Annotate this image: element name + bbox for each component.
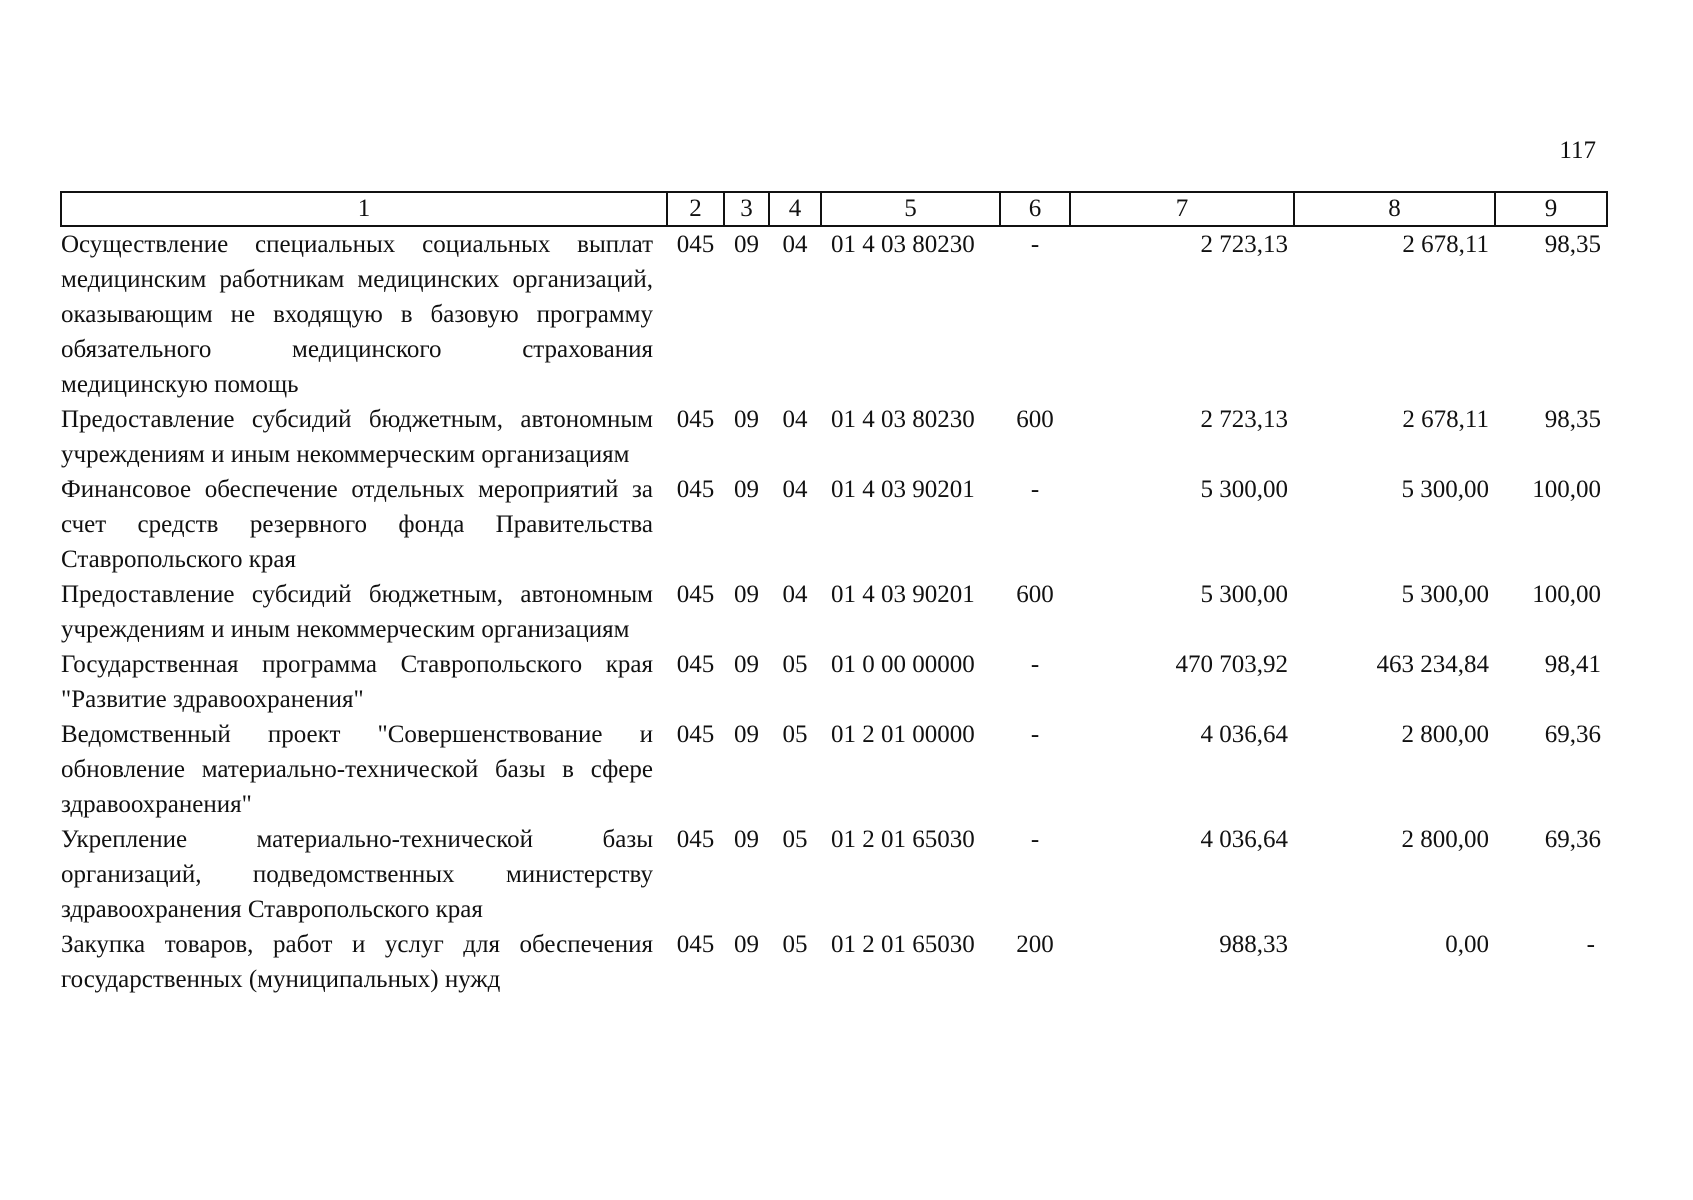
row-planned-amount: 4 036,64 xyxy=(1200,826,1288,853)
row-planned-amount: 2 723,13 xyxy=(1200,406,1288,433)
row-expense-type: - xyxy=(1030,476,1040,503)
row-ministry-code: 045 xyxy=(676,581,715,608)
table-row xyxy=(61,226,1607,402)
table-body xyxy=(61,226,1607,997)
column-header-7: 7 xyxy=(1070,192,1294,226)
row-actual-amount: 2 800,00 xyxy=(1401,826,1489,853)
row-percent: 98,41 xyxy=(1544,651,1601,678)
column-header-3: 3 xyxy=(724,192,769,226)
row-planned-amount: 5 300,00 xyxy=(1200,476,1288,503)
row-name: Финансовое обеспечение отдельных мероприятий за счет средств резервного фонда Правительства Ставропольского края xyxy=(61,476,653,573)
row-subsection-code: 05 xyxy=(782,826,808,853)
row-subsection-code: 05 xyxy=(782,931,808,958)
row-name: Осуществление специальных социальных выплат медицинским работникам медицинских организаций, оказывающим не входящую в базовую программу обязательного медицинского страхования медицинскую помощь xyxy=(61,231,653,398)
row-target-code: 01 2 01 00000 xyxy=(831,721,975,748)
header-row xyxy=(61,192,1607,226)
row-percent: 100,00 xyxy=(1532,581,1601,608)
row-ministry-code: 045 xyxy=(676,231,715,258)
row-actual-amount: 2 800,00 xyxy=(1401,721,1489,748)
page-number: 117 xyxy=(1559,137,1596,164)
row-section-code: 09 xyxy=(734,826,759,853)
row-name: Государственная программа Ставропольского края "Развитие здравоохранения" xyxy=(61,651,653,713)
row-subsection-code: 05 xyxy=(782,651,808,678)
table-row xyxy=(61,647,1607,717)
row-name: Ведомственный проект "Совершенствование и обновление материально-технической базы в сфере здравоохранения" xyxy=(61,721,653,818)
row-target-code: 01 2 01 65030 xyxy=(831,826,975,853)
row-section-code: 09 xyxy=(734,476,759,503)
column-header-1: 1 xyxy=(61,192,667,226)
table-header xyxy=(61,192,1607,226)
row-planned-amount: 2 723,13 xyxy=(1200,231,1288,258)
budget-table xyxy=(60,191,1608,997)
row-target-code: 01 4 03 80230 xyxy=(831,231,975,258)
row-planned-amount: 470 703,92 xyxy=(1175,651,1288,678)
row-target-code: 01 4 03 80230 xyxy=(831,406,975,433)
row-planned-amount: 4 036,64 xyxy=(1200,721,1288,748)
row-actual-amount: 0,00 xyxy=(1445,931,1489,958)
row-percent: 69,36 xyxy=(1544,826,1601,853)
table-row xyxy=(61,927,1607,997)
column-header-9: 9 xyxy=(1495,192,1607,226)
row-name: Закупка товаров, работ и услуг для обеспечения государственных (муниципальных) нужд xyxy=(61,931,653,993)
row-percent: 69,36 xyxy=(1544,721,1601,748)
row-section-code: 09 xyxy=(734,721,759,748)
row-actual-amount: 2 678,11 xyxy=(1402,406,1489,433)
row-subsection-code: 04 xyxy=(782,476,808,503)
column-header-2: 2 xyxy=(667,192,724,226)
row-percent: 98,35 xyxy=(1544,231,1601,258)
row-actual-amount: 5 300,00 xyxy=(1401,476,1489,503)
row-section-code: 09 xyxy=(734,406,759,433)
row-section-code: 09 xyxy=(734,931,759,958)
row-expense-type: - xyxy=(1030,231,1040,258)
row-expense-type: 200 xyxy=(1016,931,1054,958)
row-ministry-code: 045 xyxy=(676,721,715,748)
column-header-6: 6 xyxy=(1000,192,1070,226)
row-expense-type: 600 xyxy=(1016,581,1054,608)
table-row xyxy=(61,717,1607,822)
row-subsection-code: 05 xyxy=(782,721,808,748)
row-expense-type: - xyxy=(1030,826,1040,853)
row-subsection-code: 04 xyxy=(782,581,808,608)
column-header-8: 8 xyxy=(1294,192,1495,226)
row-actual-amount: 463 234,84 xyxy=(1376,651,1489,678)
row-section-code: 09 xyxy=(734,651,759,678)
table-row xyxy=(61,577,1607,647)
row-expense-type: - xyxy=(1030,651,1040,678)
row-ministry-code: 045 xyxy=(676,406,715,433)
row-percent: 98,35 xyxy=(1544,406,1601,433)
row-planned-amount: 988,33 xyxy=(1219,931,1288,958)
row-name: Укрепление материально-технической базы организаций, подведомственных министерству здравоохранения Ставропольского края xyxy=(61,826,653,923)
row-ministry-code: 045 xyxy=(676,476,715,503)
row-target-code: 01 4 03 90201 xyxy=(831,476,975,503)
row-name: Предоставление субсидий бюджетным, автономным учреждениям и иным некоммерческим организациям xyxy=(61,581,653,643)
column-header-4: 4 xyxy=(769,192,821,226)
row-ministry-code: 045 xyxy=(676,651,715,678)
table-row xyxy=(61,472,1607,577)
table-row xyxy=(61,402,1607,472)
row-expense-type: 600 xyxy=(1016,406,1054,433)
row-actual-amount: 2 678,11 xyxy=(1402,231,1489,258)
row-section-code: 09 xyxy=(734,581,759,608)
row-target-code: 01 0 00 00000 xyxy=(831,651,975,678)
row-planned-amount: 5 300,00 xyxy=(1200,581,1288,608)
row-name: Предоставление субсидий бюджетным, автономным учреждениям и иным некоммерческим организациям xyxy=(61,406,653,468)
column-header-5: 5 xyxy=(821,192,1000,226)
row-percent: - xyxy=(1586,931,1595,958)
row-target-code: 01 4 03 90201 xyxy=(831,581,975,608)
row-subsection-code: 04 xyxy=(782,406,808,433)
row-expense-type: - xyxy=(1030,721,1040,748)
row-actual-amount: 5 300,00 xyxy=(1401,581,1489,608)
row-ministry-code: 045 xyxy=(676,931,715,958)
row-target-code: 01 2 01 65030 xyxy=(831,931,975,958)
row-section-code: 09 xyxy=(734,231,759,258)
row-subsection-code: 04 xyxy=(782,231,808,258)
table-row xyxy=(61,822,1607,927)
row-percent: 100,00 xyxy=(1532,476,1601,503)
row-ministry-code: 045 xyxy=(676,826,715,853)
